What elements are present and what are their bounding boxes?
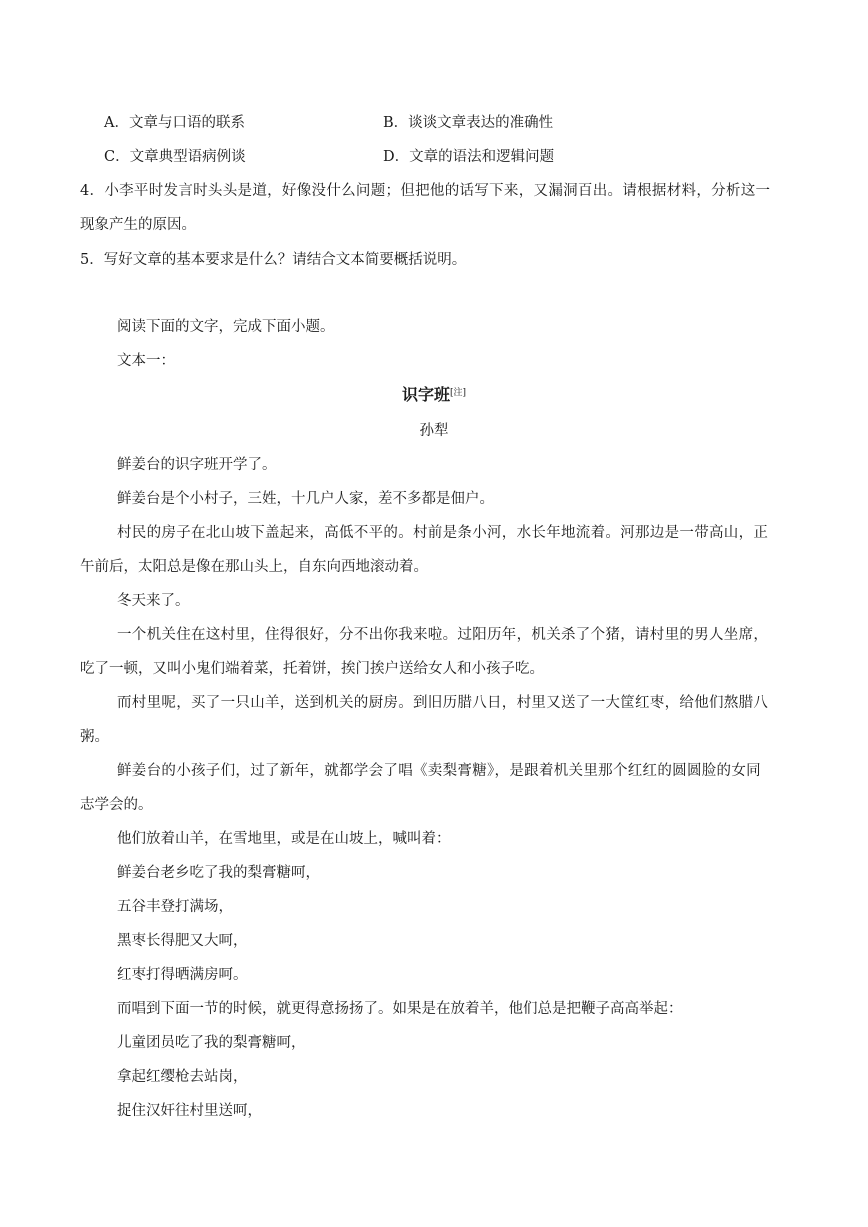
option-b: B．谈谈文章表达的准确性 <box>383 115 554 131</box>
body-paragraph: 鲜姜台的小孩子们，过了新年，就都学会了唱《卖梨膏糖》，是跟着机关里那个红红的圆圆脸的女同 <box>117 763 761 779</box>
body-paragraph: 冬天来了。 <box>117 593 190 609</box>
poem-line: 儿童团员吃了我的梨膏糖呵， <box>117 1035 306 1051</box>
body-paragraph: 他们放着山羊，在雪地里，或是在山坡上，喊叫着： <box>117 831 451 847</box>
body-paragraph: 而村里呢，买了一只山羊，送到机关的厨房。到旧历腊八日，村里又送了一大筐红枣，给他们熬腊八 <box>117 695 769 711</box>
poem-line: 捉住汉奸往村里送呵， <box>117 1103 262 1119</box>
poem-line: 红枣打得晒满房呵。 <box>117 967 248 983</box>
body-paragraph: 鲜姜台的识字班开学了。 <box>117 457 277 473</box>
article-title <box>0 384 868 406</box>
question-4-line-1: 4．小李平时发言时头头是道，好像没什么问题；但把他的话写下来，又漏洞百出。请根据材料，分析这一 <box>80 183 771 199</box>
title-note: [注] <box>449 388 467 398</box>
body-paragraph: 村民的房子在北山坡下盖起来，高低不平的。村前是条小河，水长年地流着。河那边是一带高山，正 <box>117 525 769 541</box>
poem-line: 拿起红缨枪去站岗， <box>117 1069 248 1085</box>
body-paragraph: 午前后，太阳总是像在那山头上，自东向西地滚动着。 <box>80 559 428 575</box>
article-author: 孙犁 <box>419 423 449 439</box>
option-d: D．文章的语法和逻辑问题 <box>383 149 555 165</box>
body-paragraph: 粥。 <box>80 729 109 745</box>
reading-instruction: 阅读下面的文字，完成下面小题。 <box>117 319 335 335</box>
options-row-1 <box>104 113 804 133</box>
option-c: C．文章典型语病例谈 <box>104 149 246 165</box>
poem-line: 五谷丰登打满场， <box>117 899 233 915</box>
body-paragraph: 志学会的。 <box>80 797 153 813</box>
body-paragraph: 一个机关住在这村里，住得很好，分不出你我来啦。过阳历年，机关杀了个猪，请村里的男人坐席， <box>117 627 769 643</box>
article-title-text: 识字班 <box>401 385 450 404</box>
poem-line: 鲜姜台老乡吃了我的梨膏糖呵， <box>117 865 320 881</box>
body-paragraph: 鲜姜台是个小村子，三姓，十几户人家，差不多都是佃户。 <box>117 491 494 507</box>
option-a: A．文章与口语的联系 <box>104 115 245 131</box>
body-paragraph: 而唱到下面一节的时候，就更得意扬扬了。如果是在放着羊，他们总是把鞭子高高举起： <box>117 1001 683 1017</box>
question-5: 5．写好文章的基本要求是什么？请结合文本简要概括说明。 <box>80 252 467 268</box>
body-paragraph: 吃了一顿，又叫小鬼们端着菜，托着饼，挨门挨户送给女人和小孩子吃。 <box>80 661 544 677</box>
options-row-2 <box>104 147 804 167</box>
question-4-line-2: 现象产生的原因。 <box>80 217 196 233</box>
poem-line: 黑枣长得肥又大呵， <box>117 933 248 949</box>
text-label: 文本一： <box>117 353 175 369</box>
